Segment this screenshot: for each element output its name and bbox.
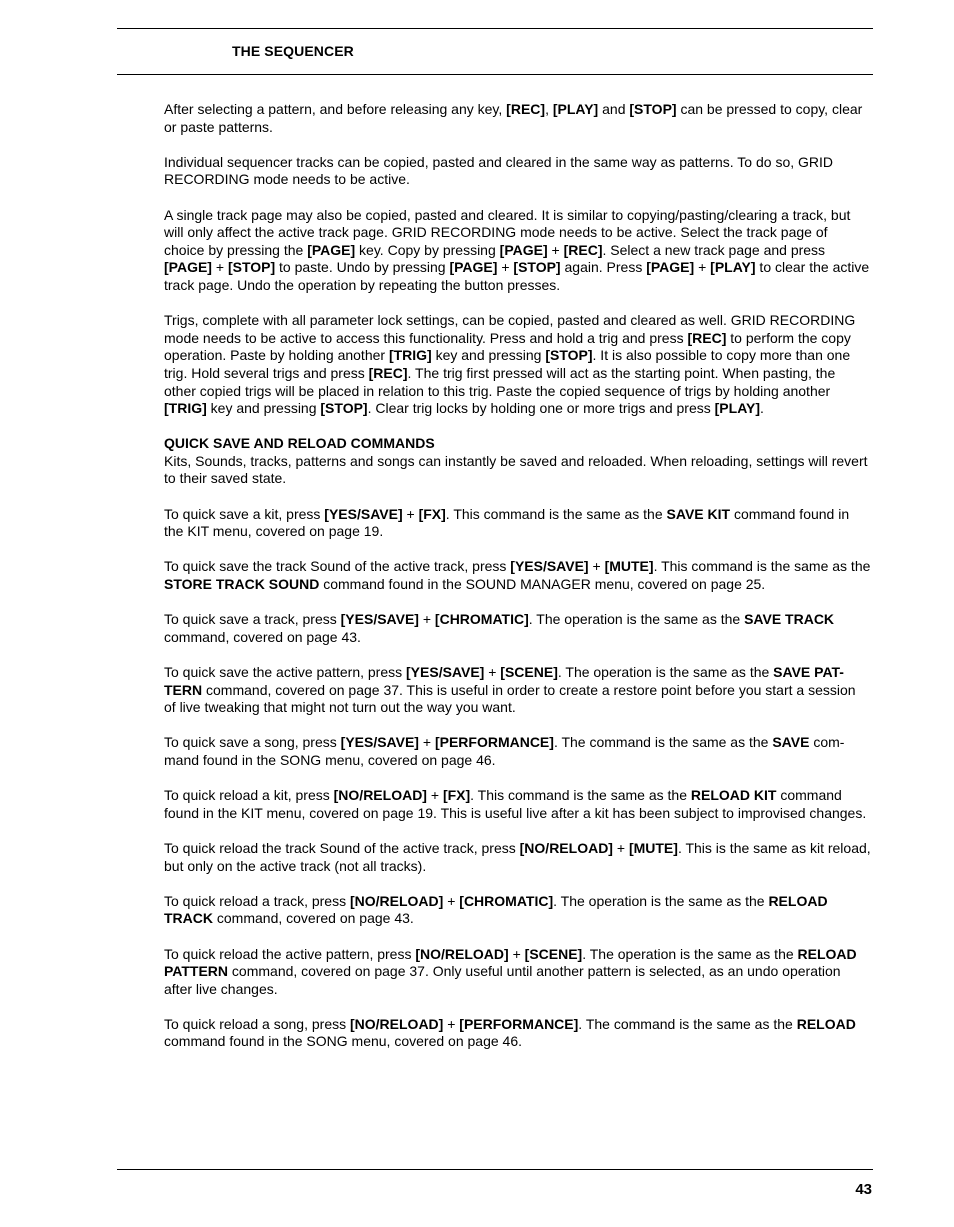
bold-term: [PAGE] bbox=[164, 259, 212, 276]
text-run: again. Press bbox=[560, 259, 647, 276]
bold-term: [STOP] bbox=[320, 400, 368, 417]
body-paragraph bbox=[164, 664, 871, 717]
text-run: Trigs, complete with all parameter lock settings, can be copied, pasted and cleared as well. GRID RECORDING mode needs to be active to access this functionality. Press and hold a trig and press bbox=[164, 312, 856, 346]
bold-term: RELOAD PATTERN bbox=[164, 945, 857, 980]
body-paragraph bbox=[164, 893, 871, 928]
body-paragraph bbox=[164, 1016, 871, 1051]
bold-term: [STOP] bbox=[629, 101, 677, 117]
bold-term: [YES/SAVE] bbox=[340, 611, 419, 628]
body-paragraph bbox=[164, 946, 871, 999]
text-run: key. Copy by pressing bbox=[355, 241, 500, 258]
header-top-rule bbox=[117, 28, 873, 29]
bold-term: STORE TRACK SOUND bbox=[164, 576, 320, 593]
bold-term: [PAGE] bbox=[307, 241, 356, 258]
body-paragraph bbox=[164, 787, 871, 822]
text-run: and bbox=[598, 101, 630, 117]
bold-term: [NO/RELOAD] bbox=[349, 892, 444, 909]
text-run: command found in the SOUND MANAGER menu, covered on page 25. bbox=[319, 576, 766, 593]
text-run: to perform the copy operation. Paste by holding another bbox=[164, 329, 851, 364]
text-run: to clear the active track page. Undo the operation by repeating the button presses. bbox=[164, 259, 870, 293]
body-paragraph bbox=[164, 840, 871, 875]
page-number: 43 bbox=[855, 1181, 872, 1198]
text-run: To quick reload the active pattern, press bbox=[164, 945, 416, 962]
text-run: + bbox=[402, 505, 419, 522]
text-run: To quick save the active pattern, press bbox=[164, 664, 407, 680]
bold-term: [YES/SAVE] bbox=[324, 505, 403, 522]
bold-term: SAVE KIT bbox=[666, 505, 731, 522]
body-paragraph bbox=[164, 154, 871, 189]
text-run: After selecting a pattern, and before releasing any key, bbox=[164, 101, 507, 117]
bold-term: RELOAD bbox=[796, 1015, 856, 1032]
bold-term: [PAGE] bbox=[449, 259, 498, 276]
text-run: + bbox=[497, 259, 514, 276]
text-run: To quick reload the track Sound of the active track, press bbox=[164, 839, 520, 856]
footer-rule bbox=[117, 1169, 873, 1170]
text-run: To quick save a song, press bbox=[164, 734, 341, 751]
bold-term: [PLAY] bbox=[714, 400, 761, 417]
bold-term: [REC] bbox=[506, 101, 546, 117]
text-run: Kits, Sounds, tracks, patterns and songs can instantly be saved and reloaded. When reloading, settings will revert to their saved state. bbox=[164, 452, 868, 487]
text-run: To quick save a kit, press bbox=[164, 505, 325, 522]
bold-term: [NO/RELOAD] bbox=[519, 839, 613, 856]
text-run: To quick reload a song, press bbox=[164, 1015, 350, 1032]
bold-term: [STOP] bbox=[545, 347, 593, 364]
bold-term: [SCENE] bbox=[500, 664, 558, 680]
text-run: command, covered on page 37. Only useful until another pattern is selected, as an undo operation after live changes. bbox=[164, 963, 841, 997]
bold-term: [YES/SAVE] bbox=[340, 734, 419, 751]
text-run: . It is also possible to copy more than one trig. Hold several trigs and press bbox=[164, 347, 851, 381]
text-run: . This command is the same as the bbox=[445, 505, 667, 522]
text-run: + bbox=[484, 664, 501, 680]
text-run: + bbox=[418, 611, 435, 628]
text-run: A single track page may also be copied, pasted and cleared. It is similar to copying/pasting/clearing a track, but will only affect the active track page. GRID RECORDING mode needs to be active. Select the track page of choice by pressing the bbox=[164, 206, 851, 258]
text-run: command, covered on page 43. bbox=[213, 910, 414, 927]
text-run: . The trig first pressed will act as the starting point. When pasting, the other copied trigs will be placed in relation to this trig. Paste the copied sequence of trigs by holding another bbox=[164, 364, 836, 399]
text-run: . The command is the same as the bbox=[578, 1015, 797, 1032]
body-paragraph bbox=[164, 734, 871, 769]
bold-term: [MUTE] bbox=[628, 839, 678, 856]
text-run: . Select a new track page and press bbox=[602, 241, 826, 258]
text-run: . The operation is the same as the bbox=[528, 611, 745, 628]
text-run: command found in the KIT menu, covered on page 19. This is useful live after a kit has been subject to improvised changes. bbox=[164, 787, 867, 821]
bold-term: [PAGE] bbox=[499, 241, 548, 258]
running-header: THE SEQUENCER bbox=[232, 43, 354, 59]
text-run: Individual sequencer tracks can be copied, pasted and cleared in the same way as patterns. To do so, GRID RECORDING mode needs to be active. bbox=[164, 153, 834, 188]
text-run: . Clear trig locks by holding one or more trigs and press bbox=[367, 400, 715, 417]
body-paragraph bbox=[164, 312, 871, 418]
bold-term: RELOAD TRACK bbox=[164, 892, 828, 927]
text-run: + bbox=[211, 259, 228, 276]
text-run: to paste. Undo by pressing bbox=[275, 259, 450, 276]
bold-term: SAVE TRACK bbox=[744, 611, 835, 628]
bold-term: SAVE bbox=[772, 734, 810, 751]
bold-term: [NO/RELOAD] bbox=[333, 787, 427, 804]
body-paragraph bbox=[164, 453, 871, 488]
text-run: . The operation is the same as the bbox=[582, 945, 798, 962]
text-run: + bbox=[694, 259, 711, 276]
page-body bbox=[164, 101, 871, 1069]
text-run: command, covered on page 37. This is useful in order to create a restore point before you start a session of live tweaking that might not turn out the way you want. bbox=[164, 681, 856, 716]
text-run: command found in the SONG menu, covered on page 46. bbox=[164, 1033, 522, 1050]
text-run: To quick reload a track, press bbox=[164, 892, 350, 909]
bold-term: [STOP] bbox=[227, 259, 276, 276]
text-run: + bbox=[547, 241, 564, 258]
header-bottom-rule bbox=[117, 74, 873, 75]
text-run: command, covered on page 43. bbox=[164, 628, 361, 645]
text-run: + bbox=[612, 839, 629, 856]
text-run: . The operation is the same as the bbox=[557, 664, 774, 680]
bold-term: [FX] bbox=[442, 787, 471, 804]
section-heading: QUICK SAVE AND RELOAD COMMANDS bbox=[164, 435, 435, 452]
bold-term: [REC] bbox=[563, 241, 603, 258]
text-run: . This command is the same as the bbox=[653, 558, 871, 575]
bold-term: [CHROMATIC] bbox=[434, 611, 529, 628]
text-run: com-mand found in the SONG menu, covered on page 46. bbox=[164, 734, 845, 768]
body-paragraph bbox=[164, 101, 871, 136]
text-run: + bbox=[443, 1015, 460, 1032]
bold-term: [CHROMATIC] bbox=[459, 892, 554, 909]
text-run: . bbox=[760, 400, 764, 417]
bold-term: [FX] bbox=[418, 505, 446, 522]
text-run: + bbox=[588, 558, 605, 575]
body-paragraph bbox=[164, 207, 871, 295]
bold-term: [STOP] bbox=[513, 259, 561, 276]
text-run: . The operation is the same as the bbox=[553, 892, 769, 909]
bold-term: [NO/RELOAD] bbox=[350, 1015, 444, 1032]
text-run: + bbox=[418, 734, 435, 751]
body-paragraph bbox=[164, 558, 871, 593]
bold-term: [YES/SAVE] bbox=[406, 664, 485, 680]
bold-term: [TRIG] bbox=[164, 400, 207, 417]
text-run: + bbox=[443, 892, 460, 909]
text-run: . This is the same as kit reload, but only on the active track (not all tracks). bbox=[164, 839, 871, 874]
text-run: key and pressing bbox=[431, 347, 546, 364]
bold-term: [SCENE] bbox=[524, 945, 583, 962]
bold-term: [PAGE] bbox=[646, 259, 695, 276]
bold-term: [PERFORMANCE] bbox=[434, 734, 554, 751]
text-run: can be pressed to copy, clear or paste patterns. bbox=[164, 101, 863, 135]
bold-term: SAVE PAT-TERN bbox=[164, 664, 844, 698]
text-run: key and pressing bbox=[206, 400, 321, 417]
bold-term: [TRIG] bbox=[388, 347, 432, 364]
text-run: command found in the KIT menu, covered on page 19. bbox=[164, 505, 850, 540]
bold-term: [NO/RELOAD] bbox=[415, 945, 509, 962]
text-run: To quick save a track, press bbox=[164, 611, 341, 628]
bold-term: [PERFORMANCE] bbox=[459, 1015, 579, 1032]
bold-term: [REC] bbox=[687, 329, 727, 346]
bold-term: [PLAY] bbox=[552, 101, 599, 117]
text-run: To quick reload a kit, press bbox=[164, 787, 334, 804]
body-paragraph bbox=[164, 506, 871, 541]
bold-term: [YES/SAVE] bbox=[510, 558, 589, 575]
text-run: , bbox=[545, 101, 553, 117]
bold-term: RELOAD KIT bbox=[690, 787, 777, 804]
bold-term: [MUTE] bbox=[604, 558, 654, 575]
bold-term: [REC] bbox=[368, 364, 408, 381]
body-paragraph bbox=[164, 611, 871, 646]
text-run: . The command is the same as the bbox=[553, 734, 773, 751]
text-run: + bbox=[426, 787, 443, 804]
text-run: To quick save the track Sound of the active track, press bbox=[164, 558, 511, 575]
text-run: . This command is the same as the bbox=[470, 787, 691, 804]
text-run: + bbox=[508, 945, 525, 962]
bold-term: [PLAY] bbox=[710, 259, 756, 276]
